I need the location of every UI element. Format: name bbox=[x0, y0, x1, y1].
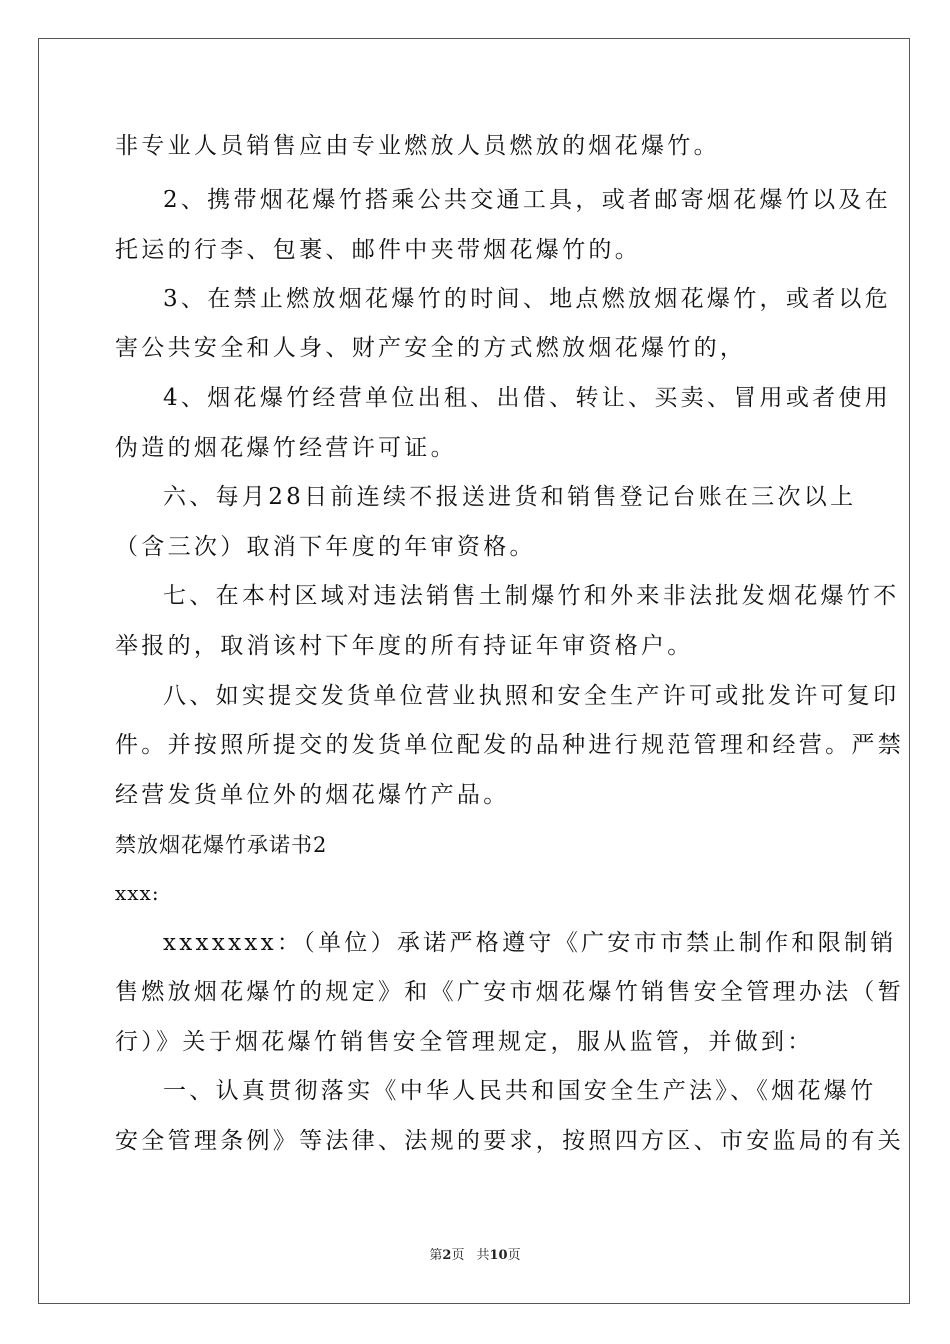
text-line: 安全管理条例》等法律、法规的要求，按照四方区、市安监局的有关 bbox=[115, 1128, 904, 1154]
text-line: 行）》关于烟花爆竹销售安全管理规定，服从监管，并做到： bbox=[115, 1029, 814, 1055]
section-title: 禁放烟花爆竹承诺书2 bbox=[115, 833, 328, 857]
page-footer bbox=[0, 1248, 950, 1264]
total-pages: 10 bbox=[489, 1248, 508, 1263]
page-suffix: 页 bbox=[451, 1248, 465, 1263]
text-line: 3、在禁止燃放烟花爆竹的时间、地点燃放烟花爆竹，或者以危 bbox=[163, 286, 892, 312]
text-line: 非专业人员销售应由专业燃放人员燃放的烟花爆竹。 bbox=[115, 133, 720, 159]
text-line: 件。并按照所提交的发货单位配发的品种进行规范管理和经营。严禁 bbox=[115, 732, 904, 758]
text-line: xxxxxxx：（单位）承诺严格遵守《广安市市禁止制作和限制销 bbox=[163, 930, 897, 956]
text-line: 售燃放烟花爆竹的规定》和《广安市烟花爆竹销售安全管理办法（暂 bbox=[115, 979, 904, 1005]
text-line: 一、认真贯彻落实《中华人民共和国安全生产法》、《烟花爆竹 bbox=[163, 1078, 877, 1104]
text-line: 害公共安全和人身、财产安全的方式燃放烟花爆竹的， bbox=[115, 335, 747, 361]
page-prefix: 第 bbox=[429, 1248, 443, 1263]
text-line: 经营发货单位外的烟花爆竹产品。 bbox=[115, 782, 510, 808]
text-line: 举报的，取消该村下年度的所有持证年审资格户。 bbox=[115, 633, 694, 659]
addressee: xxx: bbox=[115, 881, 160, 905]
text-line: 4、烟花爆竹经营单位出租、出借、转让、买卖、冒用或者使用 bbox=[163, 385, 892, 411]
text-line: （含三次）取消下年度的年审资格。 bbox=[115, 534, 536, 560]
total-prefix: 共 bbox=[476, 1248, 490, 1263]
text-line: 八、如实提交发货单位营业执照和安全生产许可或批发许可复印 bbox=[163, 683, 900, 709]
text-line: 伪造的烟花爆竹经营许可证。 bbox=[115, 435, 457, 461]
total-suffix: 页 bbox=[507, 1248, 521, 1263]
text-line: 六、每月28日前连续不报送进货和销售登记台账在三次以上 bbox=[163, 484, 857, 510]
text-line: 托运的行李、包裹、邮件中夹带烟花爆竹的。 bbox=[115, 237, 641, 263]
text-line: 七、在本村区域对违法销售土制爆竹和外来非法批发烟花爆竹不 bbox=[163, 583, 900, 609]
text-line: 2、携带烟花爆竹搭乘公共交通工具，或者邮寄烟花爆竹以及在 bbox=[163, 187, 892, 213]
page-border bbox=[38, 38, 910, 1304]
page-number: 2 bbox=[442, 1248, 452, 1263]
